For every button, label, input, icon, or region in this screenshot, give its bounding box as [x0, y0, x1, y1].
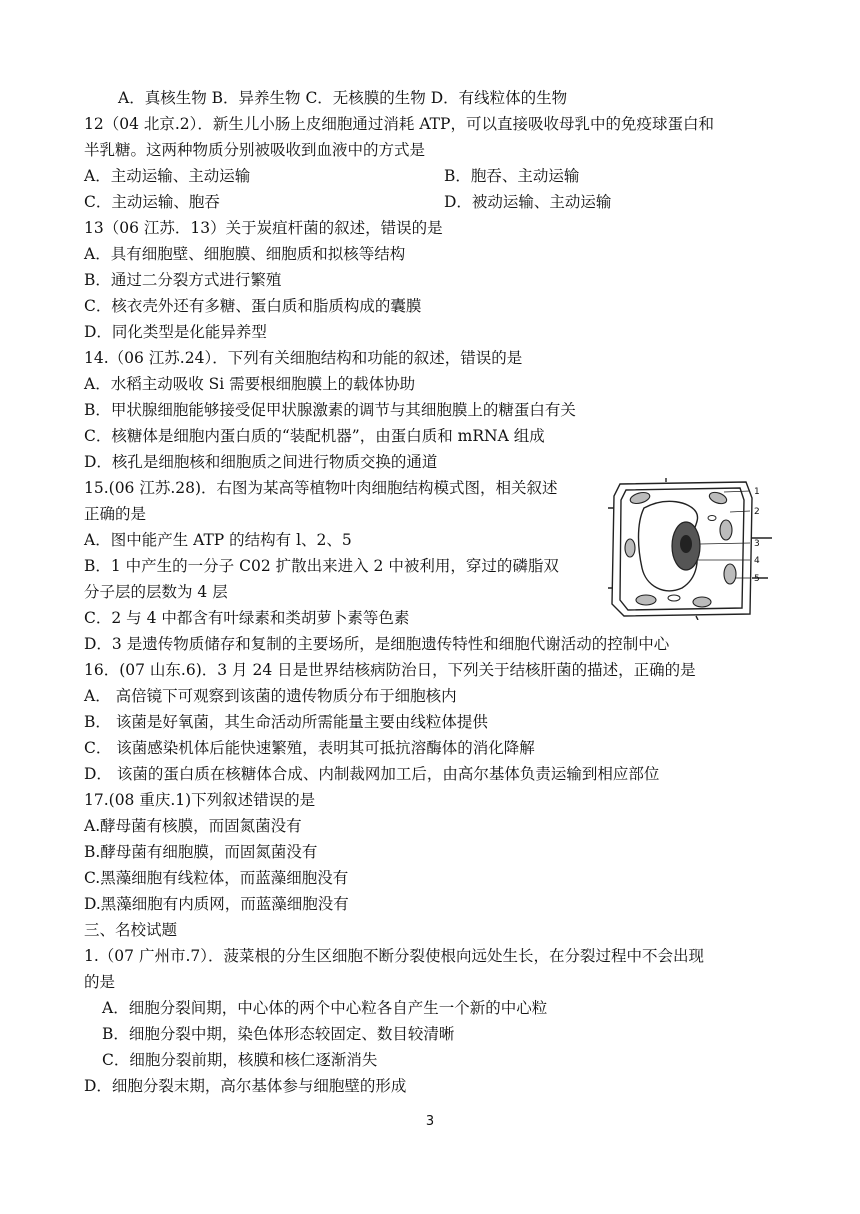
m1-option-b: B．细胞分裂中期，染色体形态较固定、数目较清晰	[102, 1025, 455, 1043]
q17-stem: 17.(08 重庆.1)下列叙述错误的是	[84, 791, 316, 809]
q12-option-b: B．胞吞、主动运输	[444, 167, 580, 185]
q16-option-b: B． 该菌是好氧菌，其生命活动所需能量主要由线粒体提供	[84, 713, 488, 731]
q11-options: A．真核生物 B．异养生物 C．无核膜的生物 D．有线粒体的生物	[118, 89, 568, 107]
q14-option-b: B．甲状腺细胞能够接受促甲状腺激素的调节与其细胞膜上的糖蛋白有关	[84, 401, 576, 419]
q12-stem-cont: 半乳糖。这两种物质分别被吸收到血液中的方式是	[84, 141, 426, 159]
q15-option-b: B．1 中产生的一分子 C02 扩散出来进入 2 中被利用，穿过的磷脂双	[84, 557, 559, 575]
q16-option-c: C． 该菌感染机体后能快速繁殖，表明其可抵抗溶酶体的消化降解	[84, 739, 535, 757]
q15-option-b-cont: 分子层的层数为 4 层	[84, 583, 228, 601]
figure-label-3: 3	[754, 539, 760, 549]
q13-option-c: C．核衣壳外还有多糖、蛋白质和脂质构成的囊膜	[84, 297, 422, 315]
q13-stem: 13（06 江苏．13）关于炭疽杆菌的叙述，错误的是	[84, 219, 443, 237]
q16-option-d: D． 该菌的蛋白质在核糖体合成、内制裁网加工后，由高尔基体负责运输到相应部位	[84, 765, 660, 783]
q14-option-a: A．水稻主动吸收 Si 需要根细胞膜上的载体协助	[84, 375, 416, 393]
q12-option-d: D．被动运输、主动运输	[444, 193, 612, 211]
nucleus-shape	[672, 522, 700, 570]
q17-option-d: D.黑藻细胞有内质网，而蓝藻细胞没有	[84, 895, 349, 913]
figure-label-4: 4	[754, 556, 760, 566]
q17-option-b: B.酵母菌有细胞膜，而固氮菌没有	[84, 843, 318, 861]
q14-option-c: C．核糖体是细胞内蛋白质的“装配机器”，由蛋白质和 mRNA 组成	[84, 427, 545, 445]
m1-option-d: D．细胞分裂末期，高尔基体参与细胞壁的形成	[84, 1077, 407, 1095]
q12-option-c: C．主动运输、胞吞	[84, 193, 220, 211]
figure-label-2: 2	[754, 507, 760, 517]
section-heading: 三、名校试题	[84, 921, 178, 939]
q13-option-d: D．同化类型是化能异养型	[84, 323, 267, 341]
q17-option-c: C.黑藻细胞有线粒体，而蓝藻细胞没有	[84, 869, 349, 887]
q12-option-a: A．主动运输、主动运输	[84, 167, 251, 185]
plant-cell-figure	[606, 478, 776, 620]
m1-stem: 1.（07 广州市.7）．菠菜根的分生区细胞不断分裂使根向远处生长，在分裂过程中不会出现	[84, 947, 704, 965]
q17-option-a: A.酵母菌有核膜，而固氮菌没有	[84, 817, 302, 835]
m1-option-a: A．细胞分裂间期，中心体的两个中心粒各自产生一个新的中心粒	[102, 999, 548, 1017]
q13-option-b: B．通过二分裂方式进行繁殖	[84, 271, 282, 289]
m1-option-c: C．细胞分裂前期，核膜和核仁逐渐消失	[102, 1051, 378, 1069]
q14-option-d: D．核孔是细胞核和细胞质之间进行物质交换的通道	[84, 453, 438, 471]
q15-stem-cont: 正确的是	[84, 505, 147, 523]
figure-label-5: 5	[754, 574, 760, 584]
q12-stem: 12（04 北京.2）．新生儿小肠上皮细胞通过消耗 ATP，可以直接吸收母乳中的免疫球蛋白和	[84, 115, 714, 133]
q13-option-a: A．具有细胞壁、细胞膜、细胞质和拟核等结构	[84, 245, 406, 263]
q15-option-a: A．图中能产生 ATP 的结构有 l、2、5	[84, 531, 352, 549]
q14-stem: 14.（06 江苏.24）．下列有关细胞结构和功能的叙述，错误的是	[84, 349, 523, 367]
figure-label-1: 1	[754, 487, 760, 497]
q16-option-a: A． 高倍镜下可观察到该菌的遗传物质分布于细胞核内	[84, 687, 457, 705]
q15-option-c: C．2 与 4 中都含有叶绿素和类胡萝卜素等色素	[84, 609, 410, 627]
m1-stem-cont: 的是	[84, 973, 116, 991]
q16-stem: 16．(07 山东.6)．3 月 24 日是世界结核病防治日，下列关于结核肝菌的描述，正确的是	[84, 661, 696, 679]
q15-option-d: D．3 是遗传物质储存和复制的主要场所，是细胞遗传特性和细胞代谢活动的控制中心	[84, 635, 670, 653]
page-number: 3	[425, 1114, 435, 1129]
q15-stem: 15.(06 江苏.28)．右图为某高等植物叶肉细胞结构模式图，相关叙述	[84, 479, 558, 497]
